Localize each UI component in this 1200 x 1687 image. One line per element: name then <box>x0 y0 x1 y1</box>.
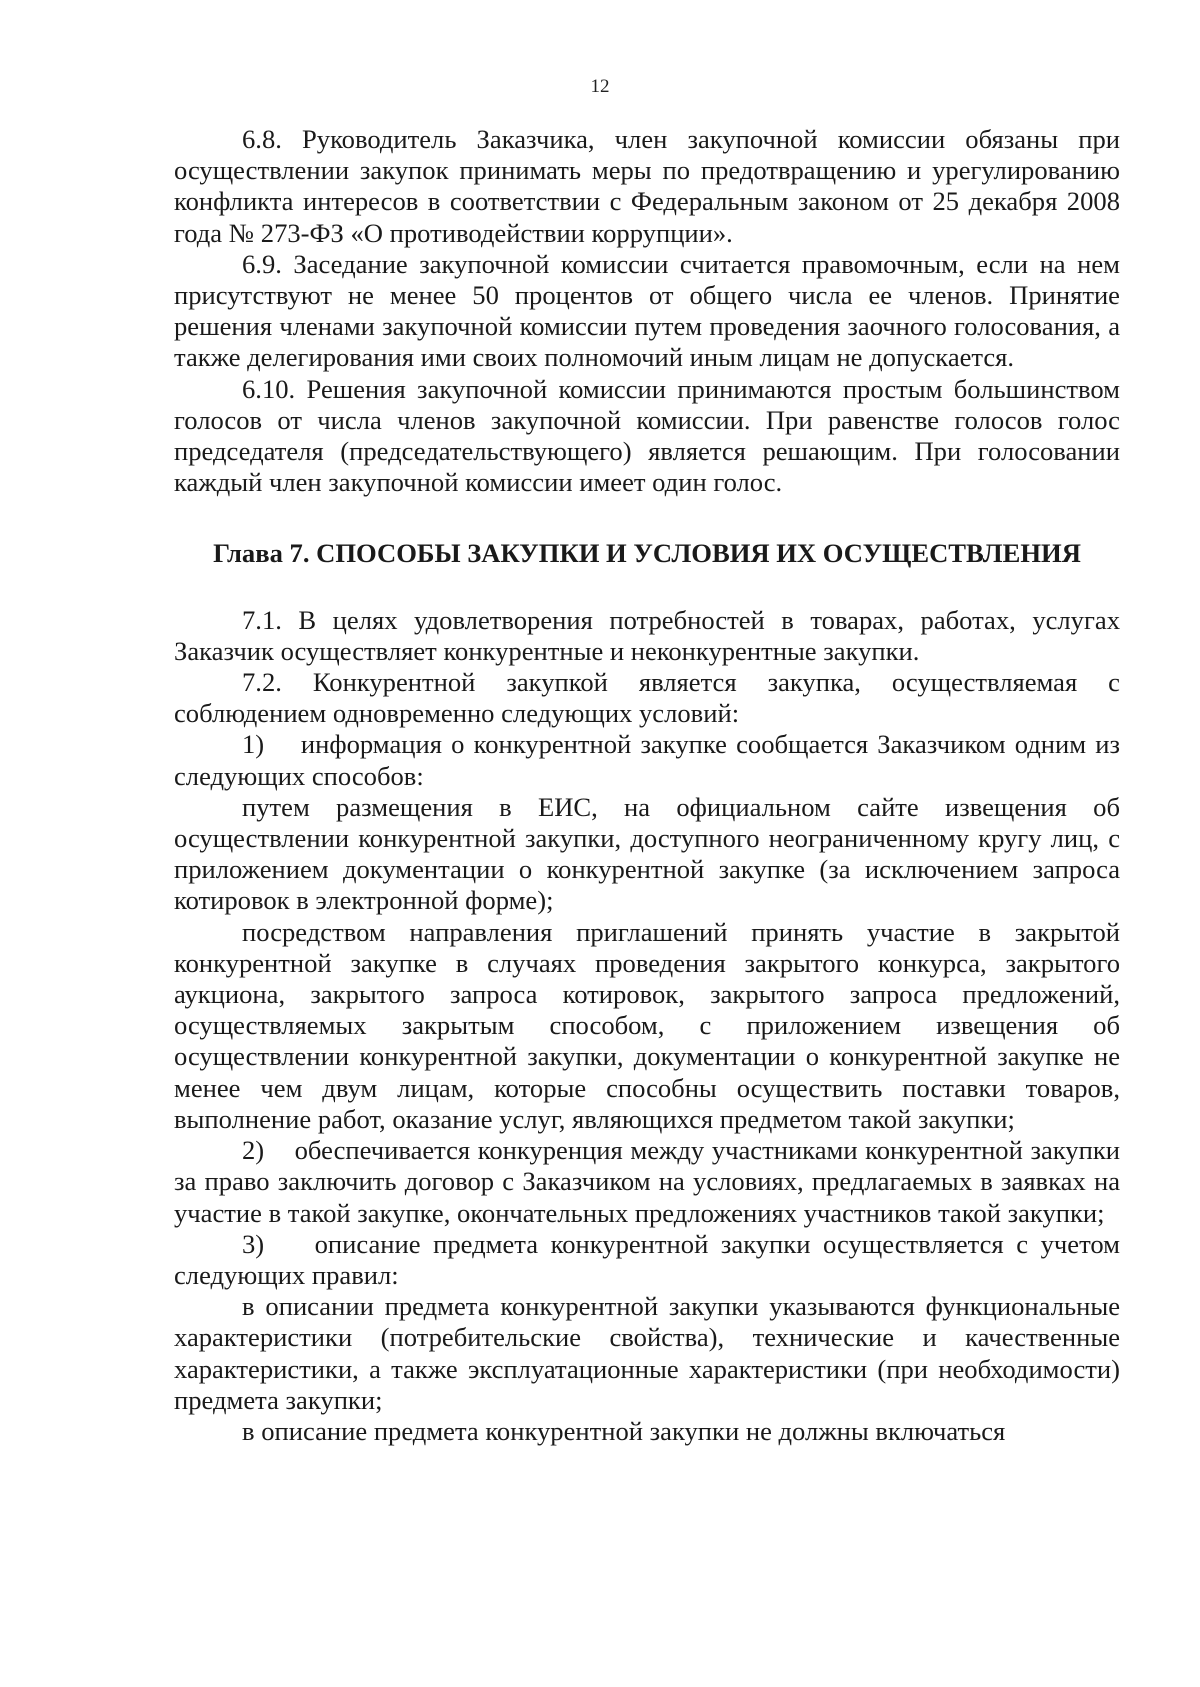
paragraph-description-exclusions: в описание предмета конкурентной закупки не должны включаться <box>242 1415 1006 1446</box>
paragraph-placement-eis: путем размещения в ЕИС, на официальном сайте извещения об осуществлении конкурентной закупки, доступного неограниченному кругу лиц, с приложением документации о конкурентной закупке (за исключением запроса котировок в электронной форме); <box>174 791 1120 916</box>
page-number: 12 <box>590 76 610 97</box>
document-body <box>174 124 1120 1447</box>
paragraph-7-1: 7.1. В целях удовлетворения потребностей в товарах, работах, услугах Заказчик осуществляет конкурентные и неконкурентные закупки. <box>174 604 1120 666</box>
paragraph-invitations: посредством направления приглашений принять участие в закрытой конкурентной закупке в случаях проведения закрытого конкурса, закрытого аукциона, закрытого запроса котировок, закрытого запроса предложений, осуществляемых закрытым способом, с приложением извещения об осуществлении конкурентной закупки, документации о конкурентной закупке не менее чем двум лицам, которые способны осуществить поставки товаров, выполнение работ, оказание услуг, являющихся предметом такой закупки; <box>174 916 1120 1134</box>
chapter-heading: Глава 7. СПОСОБЫ ЗАКУПКИ И УСЛОВИЯ ИХ ОСУЩЕСТВЛЕНИЯ <box>213 538 1081 569</box>
paragraph-6-9: 6.9. Заседание закупочной комиссии считается правомочным, если на нем присутствуют не менее 50 процентов от общего числа ее членов. Принятие решения членами закупочной комиссии путем проведения заочного голосования, а также делегирования ими своих полномочий иным лицам не допускается. <box>174 248 1120 373</box>
paragraph-description-characteristics: в описании предмета конкурентной закупки указываются функциональные характеристики (потребительские свойства), технические и качественные характеристики, а также эксплуатационные характеристики (при необходимости) предмета закупки; <box>174 1291 1120 1415</box>
paragraph-6-10: 6.10. Решения закупочной комиссии принимаются простым большинством голосов от числа членов закупочной комиссии. При равенстве голосов голос председателя (председательствующего) является решающим. При голосовании каждый член закупочной комиссии имеет один голос. <box>174 373 1120 498</box>
list-item-1: 1) информация о конкурентной закупке сообщается Заказчиком одним из следующих способов: <box>174 729 1120 791</box>
list-item-2: 2) обеспечивается конкуренция между участниками конкурентной закупки за право заключить договор с Заказчиком на условиях, предлагаемых в заявках на участие в такой закупке, окончательных предложениях участников такой закупки; <box>174 1135 1120 1228</box>
paragraph-7-2: 7.2. Конкурентной закупкой является закупка, осуществляемая с соблюдением одновременно следующих условий: <box>174 667 1120 729</box>
paragraph-6-8: 6.8. Руководитель Заказчика, член закупочной комиссии обязаны при осуществлении закупок принимать меры по предотвращению и урегулированию конфликта интересов в соответствии с Федеральным законом от 25 декабря 2008 года № 273-ФЗ «О противодействии коррупции». <box>174 124 1120 248</box>
list-item-3: 3) описание предмета конкурентной закупки осуществляется с учетом следующих правил: <box>174 1228 1120 1290</box>
